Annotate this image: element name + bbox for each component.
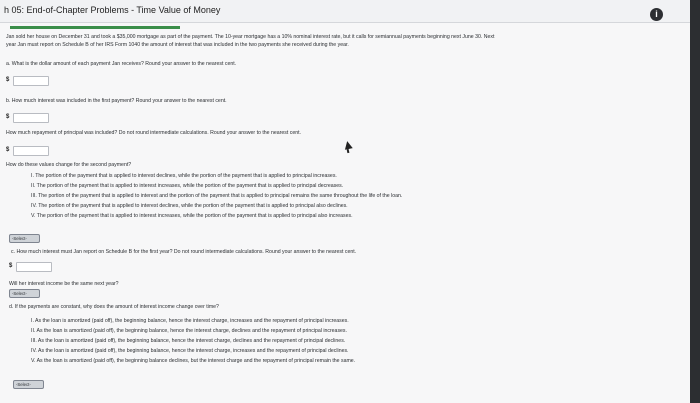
- dollar-sign: $: [6, 114, 10, 120]
- window-edge: [690, 0, 700, 403]
- part-b-principal-question: How much repayment of principal was included? Do not round intermediate calculations. Round your answer to the nearest cent.: [6, 130, 301, 136]
- dollar-sign: $: [9, 263, 13, 269]
- option-d-3: III. As the loan is amortized (paid off), the beginning balance, hence the interest charge, declines and the repayment of principal declines.: [31, 338, 346, 344]
- principal-repayment-input[interactable]: [13, 146, 49, 156]
- title-bar: [0, 0, 700, 23]
- option-b-1: I. The portion of the payment that is applied to interest declines, while the portion of the payment that is applied to principal increases.: [31, 173, 337, 179]
- annual-interest-input[interactable]: [16, 262, 52, 272]
- part-d-question: d. If the payments are constant, why does the amount of interest income change over time?: [9, 304, 219, 310]
- part-b-question: b. How much interest was included in the first payment? Round your answer to the nearest cent.: [6, 98, 227, 104]
- dollar-sign: $: [6, 147, 10, 153]
- interest-change-select[interactable]: -Select-: [13, 380, 44, 389]
- part-a-question: a. What is the dollar amount of each payment Jan receives? Round your answer to the nearest cent.: [6, 61, 237, 67]
- option-b-2: II. The portion of the payment that is applied to interest increases, while the portion of the payment that is applied to principal decreases.: [31, 183, 344, 189]
- option-b-4: IV. The portion of the payment that is applied to interest declines, while the portion of the payment that is applied to principal also declines.: [31, 203, 348, 209]
- problem-text-line1: Jan sold her house on December 31 and took a $35,000 mortgage as part of the payment. The 10-year mortgage has a 10% nominal interest rate, but it calls for semiannual payments beginning next June 30. Next: [6, 34, 495, 40]
- same-next-year-select[interactable]: -Select-: [9, 289, 40, 298]
- option-b-5: V. The portion of the payment that is applied to interest increases, while the portion of the payment that is applied to principal also increases.: [31, 213, 353, 219]
- same-next-year-question: Will her interest income be the same next year?: [9, 281, 119, 287]
- first-interest-input[interactable]: [13, 113, 49, 123]
- option-d-4: IV. As the loan is amortized (paid off), the beginning balance, hence the interest charge, increases and the repayment of principal declines.: [31, 348, 349, 354]
- payment-amount-input[interactable]: [13, 76, 49, 86]
- part-c-question: c. How much interest must Jan report on Schedule B for the first year? Do not round intermediate calculations. Round your answer to the nearest cent.: [11, 249, 357, 255]
- problem-text-line2: year Jan must report on Schedule B of her IRS Form 1040 the amount of interest that was included in the two payments she received during the year.: [6, 42, 349, 48]
- option-d-2: II. As the loan is amortized (paid off), the beginning balance, hence the interest charge, declines and the repayment of principal increases.: [31, 328, 347, 334]
- progress-bar: [10, 26, 180, 29]
- option-b-3: III. The portion of the payment that is applied to interest and the portion of the payment that is applied to principal remains the same throughout the life of the loan.: [31, 193, 403, 199]
- window-title: h 05: End-of-Chapter Problems - Time Value of Money: [4, 5, 221, 15]
- info-icon[interactable]: i: [650, 8, 663, 21]
- second-payment-select[interactable]: -Select-: [9, 234, 40, 243]
- option-d-5: V. As the loan is amortized (paid off), the beginning balance declines, but the interest charge and the repayment of principal remain the same.: [31, 358, 356, 364]
- dollar-sign: $: [6, 77, 10, 83]
- option-d-1: I. As the loan is amortized (paid off), the beginning balance, hence the interest charge, increases and the repayment of principal increases.: [31, 318, 349, 324]
- second-payment-question: How do these values change for the second payment?: [6, 162, 132, 168]
